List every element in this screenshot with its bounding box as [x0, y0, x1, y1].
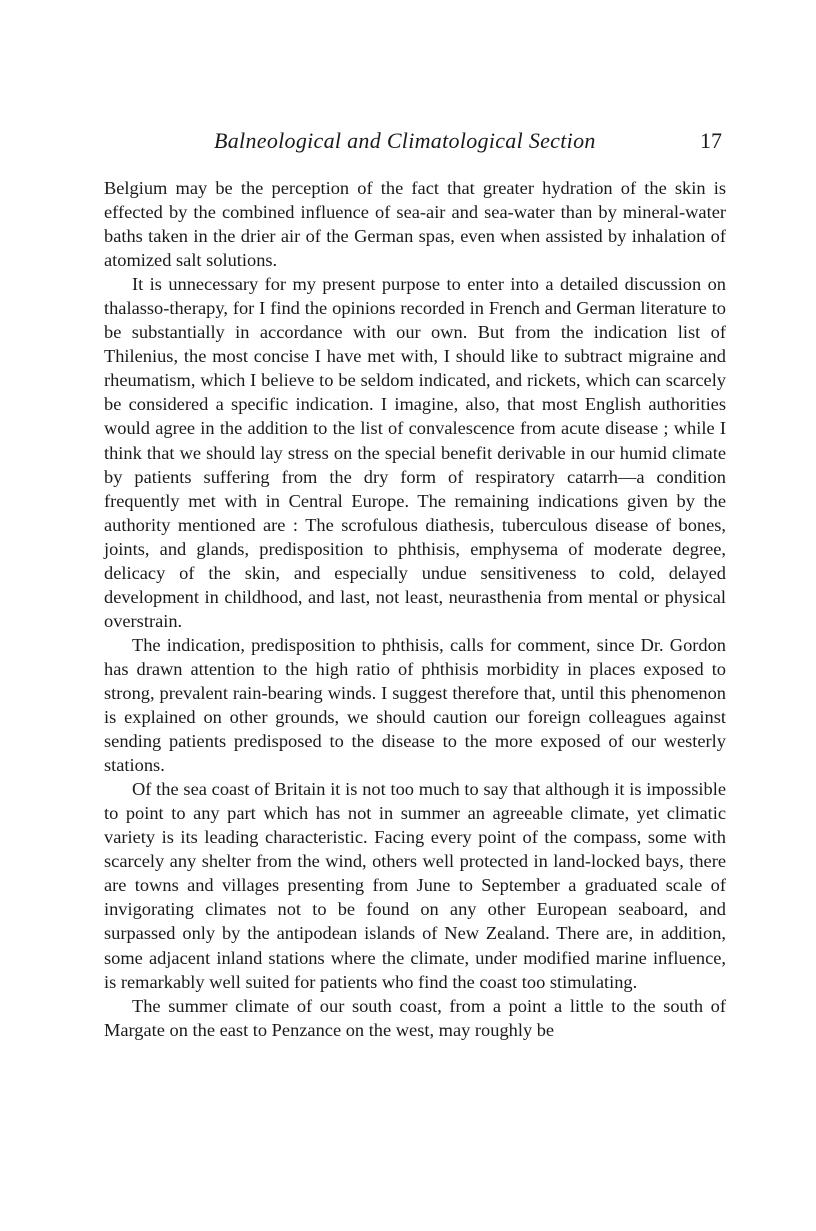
running-head	[104, 128, 724, 160]
page-number: 17	[700, 128, 722, 153]
running-title: Balneological and Climatological Section	[214, 128, 596, 153]
paragraph: Of the sea coast of Britain it is not too much to say that although it is impossible to point to any part which has not in summer an agreeable climate, yet climatic variety is its leading characteristic. Facing every point of the compass, some with scarcely any shelter from the wind, others well protected in land-locked bays, there are towns and villages presenting from June to September a graduated scale of invigorating climates not to be found on any other European seaboard, and surpassed only by the antipodean islands of New Zealand. There are, in addition, some adjacent inland stations where the climate, under modified marine influence, is remarkably well suited for patients who find the coast too stimulating.	[104, 779, 726, 992]
paragraph: Belgium may be the perception of the fact that greater hydration of the skin is effected by the combined influence of sea-air and sea-water than by mineral-water baths taken in the drier air of the German spas, even when assisted by inhalation of atomized salt solutions.	[104, 178, 726, 271]
paragraph: It is unnecessary for my present purpose to enter into a detailed discussion on thalasso-therapy, for I find the opinions recorded in French and German literature to be substantially in accordance with our own. But from the indication list of Thilenius, the most concise I have met with, I should like to subtract migraine and rheumatism, which I believe to be seldom indicated, and rickets, which can scarcely be considered a specific indication. I imagine, also, that most English authorities would agree in the addition to the list of convalescence from acute disease ; while I think that we should lay stress on the special benefit derivable in our humid climate by patients suffering from the dry form of respiratory catarrh—a condition frequently met with in Central Europe. The remaining indications given by the authority mentioned are : The scrofulous diathesis, tuberculous disease of bones, joints, and glands, predisposition to phthisis, emphysema of moderate degree, delicacy of the skin, and especially undue sensitiveness to cold, delayed development in childhood, and last, not least, neurasthenia from mental or physical overstrain.	[104, 274, 726, 631]
paragraph: The indication, predisposition to phthisis, calls for comment, since Dr. Gordon has drawn attention to the high ratio of phthisis morbidity in places exposed to strong, prevalent rain-bearing winds. I suggest therefore that, until this phenomenon is explained on other grounds, we should caution our foreign colleagues against sending patients predisposed to the disease to the more exposed of our westerly stations.	[104, 634, 726, 776]
paragraph: The summer climate of our south coast, from a point a little to the south of Margate on the east to Penzance on the west, may roughly be	[104, 995, 726, 1040]
body-text	[104, 176, 726, 1042]
